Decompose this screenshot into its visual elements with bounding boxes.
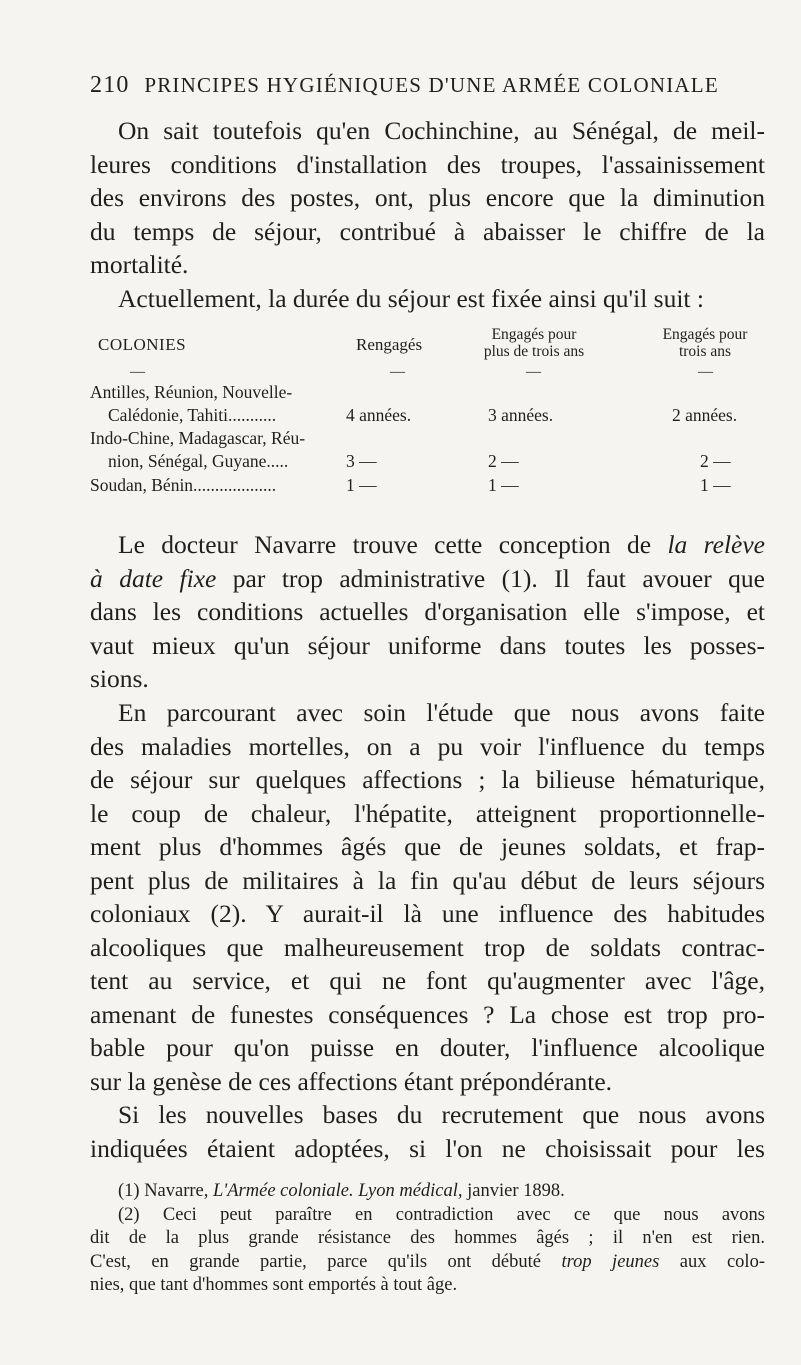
text-line: ment plus d'hommes âgés que de jeunes soldats, et frap- [90, 832, 765, 861]
text-line: à date fixe par trop administrative (1). Il faut avouer que [90, 563, 765, 593]
cell-engages-trois: 2 — [700, 451, 731, 471]
text-line: pent plus de militaires à la fin qu'au début de leurs séjours [90, 865, 765, 895]
cell-engages-plus: 3 années. [488, 405, 554, 425]
cell-engages-trois: 2 années. [672, 405, 738, 425]
paragraph-cochinchine [90, 114, 765, 282]
col-header-rengages: Rengagés [356, 335, 423, 354]
footnote-2-line: C'est, en grande partie, parce qu'ils ont débuté trop jeunes aux colo- [90, 1251, 765, 1272]
text-line: Actuellement, la durée du séjour est fixée ainsi qu'il suit : [118, 284, 704, 313]
table-row-name: Antilles, Réunion, Nouvelle- [90, 382, 293, 402]
footnote-2-line: (2) Ceci peut paraître en contradiction avec ce que nous avons [118, 1204, 765, 1225]
italic-text: trop jeunes [561, 1251, 660, 1272]
table-row-name: Indo-Chine, Madagascar, Réu- [90, 428, 306, 448]
paragraph-actuellement [90, 282, 765, 316]
footnote-2-line: dit de la plus grande résistance des hommes âgés ; il n'en est rien. [90, 1228, 765, 1248]
table-row-name: Calédonie, Tahiti........... [108, 405, 277, 425]
table-row-name: nion, Sénégal, Guyane..... [108, 451, 289, 471]
text-line: coloniaux (2). Y aurait-il là une influence des habitudes [90, 899, 765, 928]
text-line: le coup de chaleur, l'hépatite, atteignent proportionnelle- [90, 798, 765, 828]
header-dash: — [130, 364, 145, 380]
running-title: PRINCIPES HYGIÉNIQUES D'UNE ARMÉE COLONIALE [144, 73, 719, 97]
cell-engages-trois: 1 — [700, 475, 731, 495]
col-header-colonies: COLONIES [98, 335, 187, 354]
text-line: des environs des postes, ont, plus encore que la diminution [90, 183, 765, 212]
italic-text: L'Armée coloniale. Lyon médical, [213, 1181, 463, 1201]
text-line: bable pour qu'on puisse en douter, l'influence alcoolique [90, 1033, 765, 1062]
text-line: vaut mieux qu'un séjour uniforme dans toutes les posses- [90, 630, 765, 660]
paragraph-parcourant [90, 696, 765, 1098]
text-line: des maladies mortelles, on a pu voir l'influence du temps [90, 731, 765, 761]
text-line: alcooliques que malheureusement trop de soldats contrac- [90, 932, 765, 962]
running-header [90, 72, 765, 99]
footnote-1: (1) Navarre, L'Armée coloniale. Lyon médical, janvier 1898. [118, 1181, 565, 1201]
text-line: leures conditions d'installation des troupes, l'assainissement [90, 149, 765, 179]
text-line: sur la genèse de ces affections étant prépondérante. [90, 1066, 613, 1096]
text-line: du temps de séjour, contribué à abaisser le chiffre de la [90, 216, 765, 246]
text-line: Le docteur Navarre trouve cette conception de la relève [118, 530, 766, 559]
footnote-2-line: nies, que tant d'hommes sont emportés à tout âge. [90, 1275, 458, 1295]
cell-rengages: 4 années. [346, 405, 412, 425]
cell-rengages: 3 — [346, 451, 377, 471]
cell-rengages: 1 — [346, 475, 377, 495]
footnotes [90, 1180, 765, 1298]
cell-engages-plus: 1 — [488, 475, 519, 495]
paragraph-recrutement [90, 1098, 765, 1165]
text-line: indiquées étaient adoptées, si l'on ne choisissait pour les [90, 1133, 765, 1163]
text-line: amenant de funestes conséquences ? La chose est trop pro- [90, 999, 765, 1029]
text-line: tent au service, et qui ne font qu'augmenter avec l'âge, [90, 966, 765, 995]
col-header-engages-plus: Engagés pour plus de trois ans [483, 326, 585, 360]
text-line: de séjour sur quelques affections ; la bilieuse hématurique, [90, 765, 765, 794]
table-row-name: Soudan, Bénin................... [90, 475, 277, 495]
header-dash: — [526, 364, 541, 380]
text-line: Si les nouvelles bases du recrutement que nous avons [118, 1100, 765, 1129]
cell-engages-plus: 2 — [488, 451, 519, 471]
page-number: 210 [90, 72, 130, 98]
italic-text: à date fixe [90, 563, 217, 593]
text-line: En parcourant avec soin l'étude que nous avons faite [118, 698, 765, 727]
text-line: sions. [90, 664, 149, 693]
text-line: mortalité. [90, 250, 189, 279]
col-header-engages-trois: Engagés pour trois ans [662, 326, 748, 360]
header-dash: — [698, 364, 713, 380]
paragraph-navarre [90, 528, 765, 696]
header-dash: — [390, 364, 405, 380]
text-line: dans les conditions actuelles d'organisation elle s'impose, et [90, 597, 765, 626]
text-line: On sait toutefois qu'en Cochinchine, au Sénégal, de meil- [118, 116, 765, 145]
italic-text: la relève [667, 530, 766, 559]
